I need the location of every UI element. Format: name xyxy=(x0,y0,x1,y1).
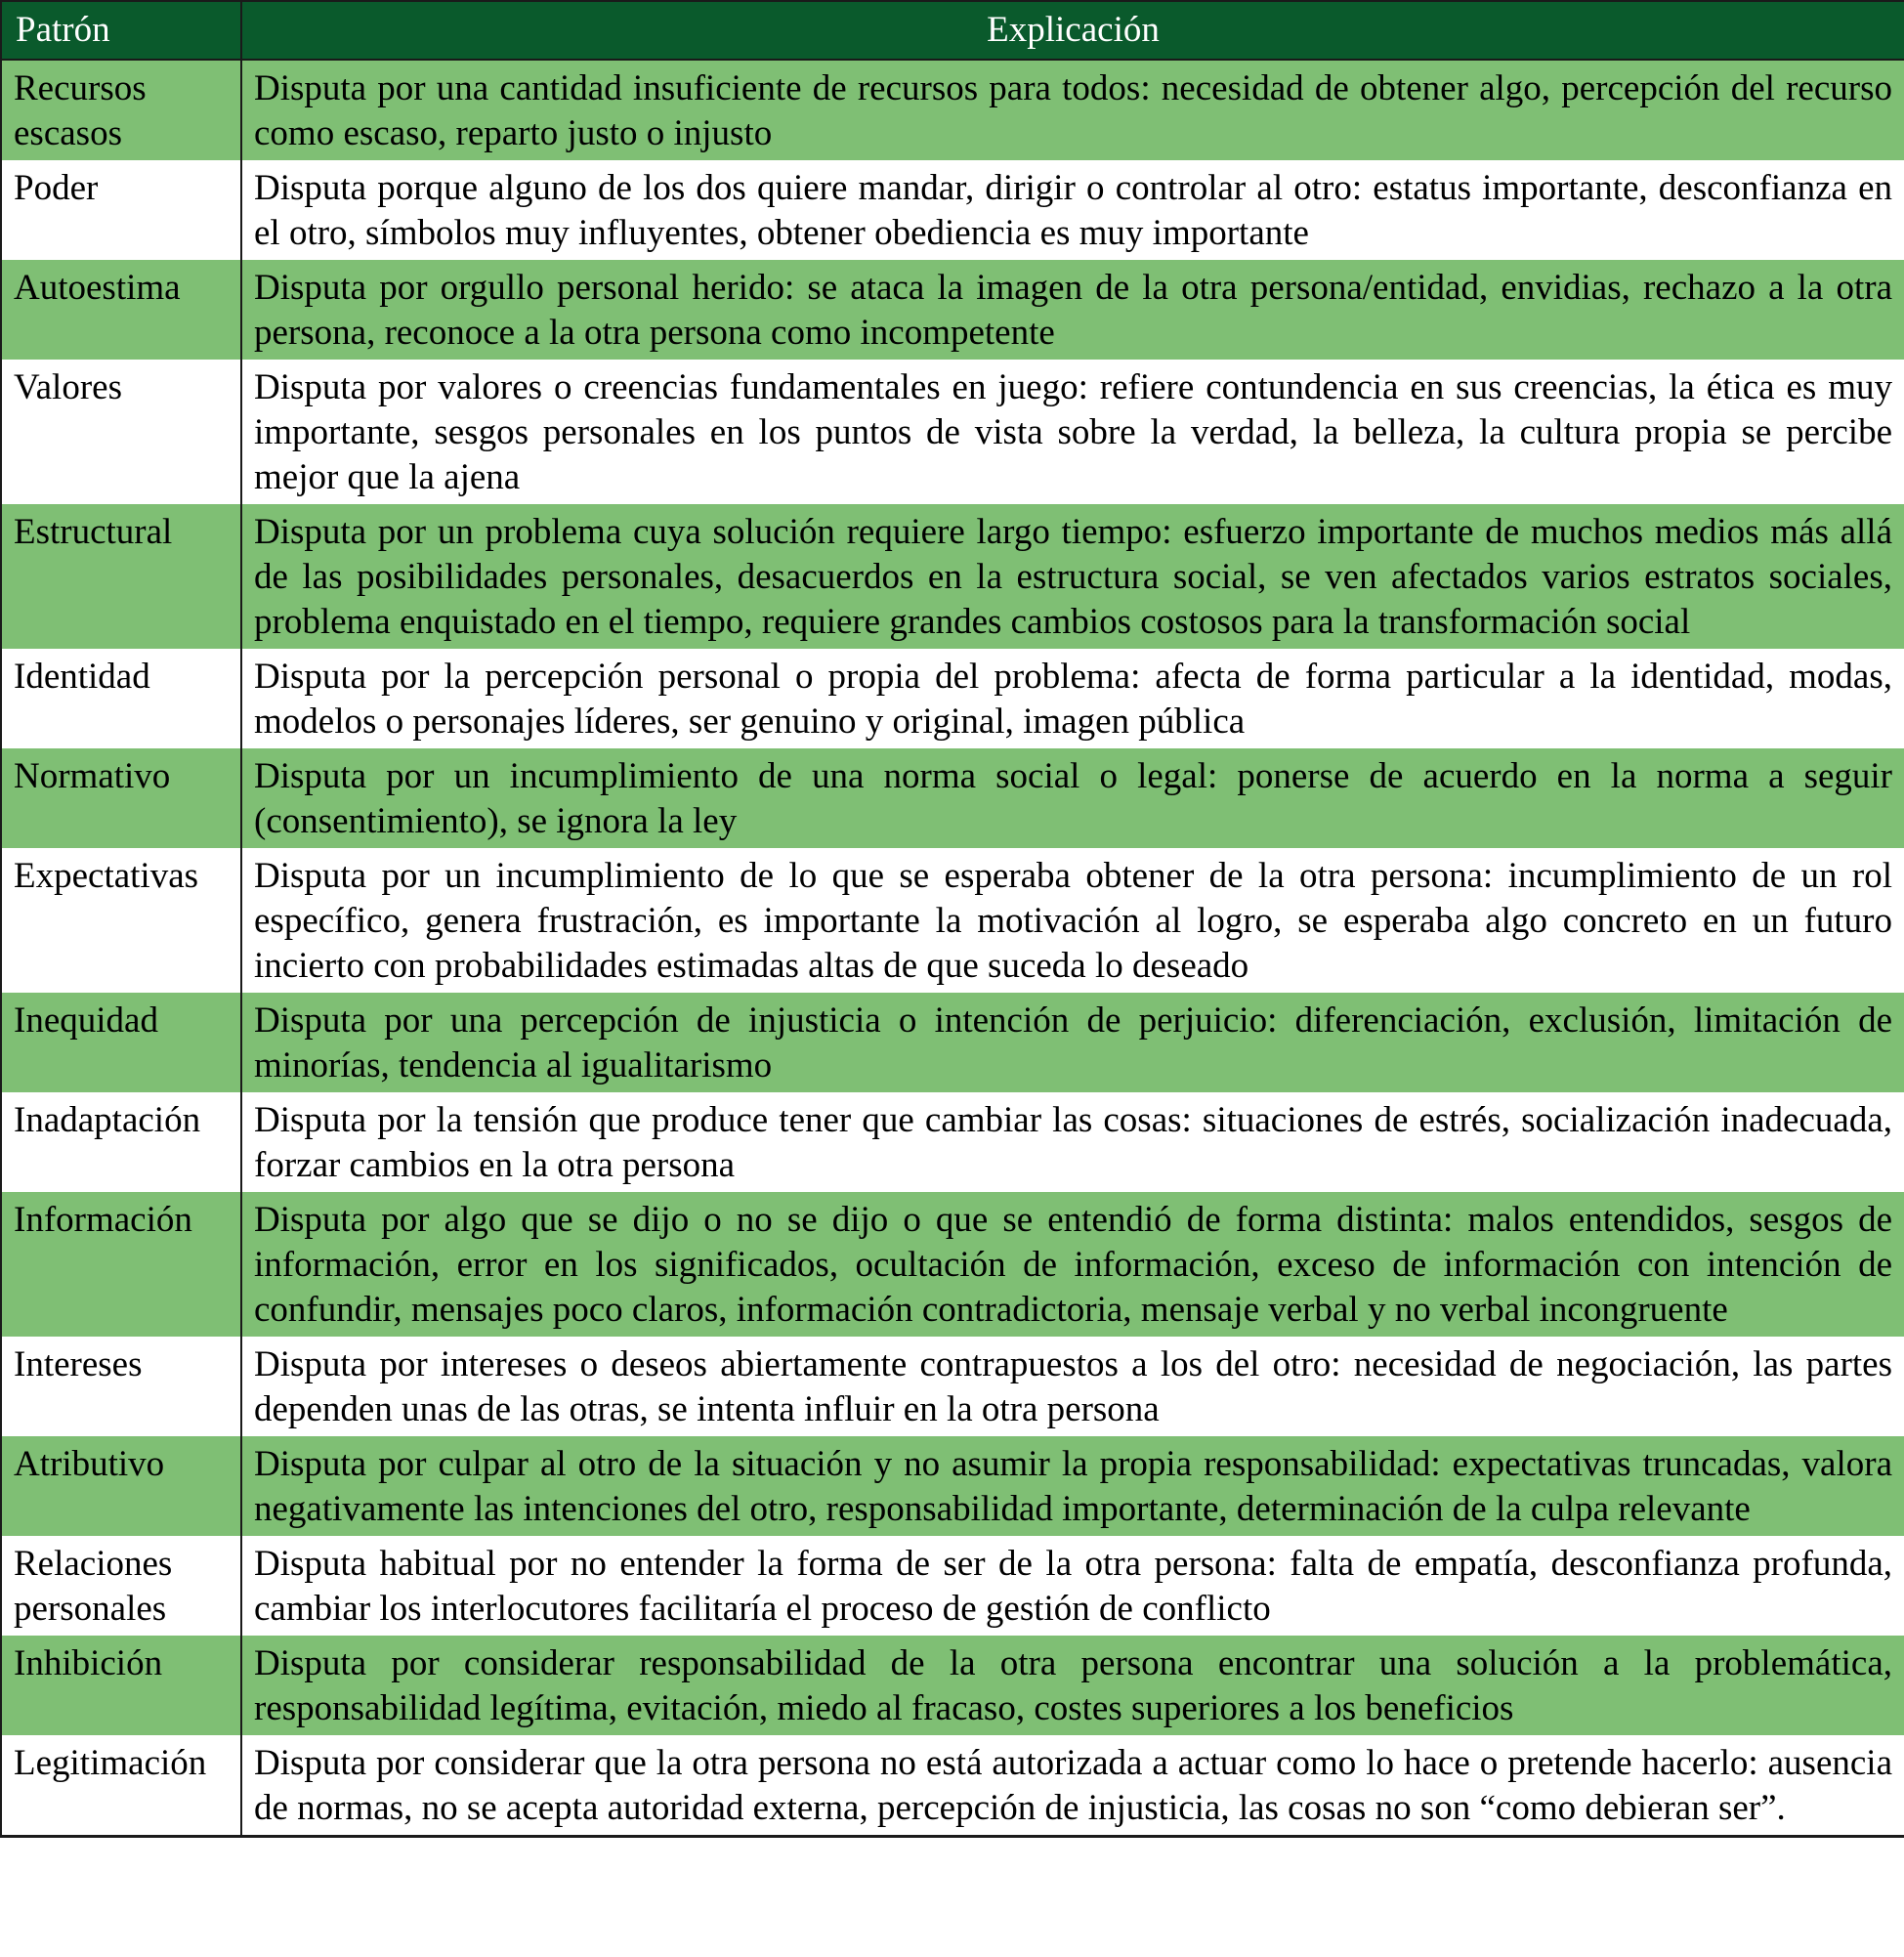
explanation-cell: Disputa por culpar al otro de la situación y no asumir la propia responsabilidad: expectativas truncadas, valora negativamente las intenciones del otro, responsabilidad importante, determinación de la culpa relevante xyxy=(241,1436,1904,1536)
explanation-cell: Disputa por intereses o deseos abiertamente contrapuestos a los del otro: necesidad de negociación, las partes dependen unas de las otras, se intenta influir en la otra persona xyxy=(241,1337,1904,1436)
explanation-cell: Disputa por la tensión que produce tener que cambiar las cosas: situaciones de estrés, socialización inadecuada, forzar cambios en la otra persona xyxy=(241,1092,1904,1192)
explanation-cell: Disputa por considerar responsabilidad de la otra persona encontrar una solución a la problemática, responsabilidad legítima, evitación, miedo al fracaso, costes superiores a los beneficios xyxy=(241,1636,1904,1735)
pattern-cell: Estructural xyxy=(1,504,241,649)
table-row xyxy=(1,260,1904,360)
table-row xyxy=(1,504,1904,649)
pattern-cell: Relaciones personales xyxy=(1,1536,241,1636)
explanation-cell: Disputa por valores o creencias fundamentales en juego: refiere contundencia en sus creencias, la ética es muy importante, sesgos personales en los puntos de vista sobre la verdad, la belleza, la cultura propia se percibe mejor que la ajena xyxy=(241,360,1904,504)
pattern-cell: Legitimación xyxy=(1,1735,241,1837)
table-row xyxy=(1,1192,1904,1337)
explanation-cell: Disputa por un problema cuya solución requiere largo tiempo: esfuerzo importante de muchos medios más allá de las posibilidades personales, desacuerdos en la estructura social, se ven afectados varios estratos sociales, problema enquistado en el tiempo, requiere grandes cambios costosos para la transformación social xyxy=(241,504,1904,649)
pattern-cell: Atributivo xyxy=(1,1436,241,1536)
explanation-cell: Disputa por considerar que la otra persona no está autorizada a actuar como lo hace o pretende hacerlo: ausencia de normas, no se acepta autoridad externa, percepción de injusticia, las cosas no son “como debieran ser”. xyxy=(241,1735,1904,1837)
explanation-cell: Disputa habitual por no entender la forma de ser de la otra persona: falta de empatía, desconfianza profunda, cambiar los interlocutores facilitaría el proceso de gestión de conflicto xyxy=(241,1536,1904,1636)
pattern-cell: Normativo xyxy=(1,748,241,848)
table-row xyxy=(1,993,1904,1092)
pattern-cell: Inadaptación xyxy=(1,1092,241,1192)
table-row xyxy=(1,649,1904,748)
pattern-cell: Valores xyxy=(1,360,241,504)
table-row xyxy=(1,1337,1904,1436)
header-row xyxy=(1,1,1904,60)
table-row xyxy=(1,748,1904,848)
table-row xyxy=(1,1536,1904,1636)
table-row xyxy=(1,60,1904,160)
pattern-cell: Información xyxy=(1,1192,241,1337)
pattern-cell: Intereses xyxy=(1,1337,241,1436)
explanation-cell: Disputa por un incumplimiento de lo que se esperaba obtener de la otra persona: incumplimiento de un rol específico, genera frustración, es importante la motivación al logro, se esperaba algo concreto en un futuro incierto con probabilidades estimadas altas de que suceda lo deseado xyxy=(241,848,1904,993)
explanation-cell: Disputa por la percepción personal o propia del problema: afecta de forma particular a la identidad, modas, modelos o personajes líderes, ser genuino y original, imagen pública xyxy=(241,649,1904,748)
explanation-cell: Disputa por una cantidad insuficiente de recursos para todos: necesidad de obtener algo, percepción del recurso como escaso, reparto justo o injusto xyxy=(241,60,1904,160)
explanation-cell: Disputa porque alguno de los dos quiere mandar, dirigir o controlar al otro: estatus importante, desconfianza en el otro, símbolos muy influyentes, obtener obediencia es muy importante xyxy=(241,160,1904,260)
pattern-cell: Identidad xyxy=(1,649,241,748)
pattern-cell: Inhibición xyxy=(1,1636,241,1735)
table-row xyxy=(1,1436,1904,1536)
table-header xyxy=(1,1,1904,60)
table-row xyxy=(1,360,1904,504)
table-row xyxy=(1,160,1904,260)
explanation-cell: Disputa por un incumplimiento de una norma social o legal: ponerse de acuerdo en la norma a seguir (consentimiento), se ignora la ley xyxy=(241,748,1904,848)
table-body xyxy=(1,60,1904,1837)
header-pattern: Patrón xyxy=(1,1,241,60)
table-row xyxy=(1,1735,1904,1837)
explanation-cell: Disputa por una percepción de injusticia o intención de perjuicio: diferenciación, exclusión, limitación de minorías, tendencia al igualitarismo xyxy=(241,993,1904,1092)
header-explanation: Explicación xyxy=(241,1,1904,60)
pattern-cell: Poder xyxy=(1,160,241,260)
pattern-cell: Inequidad xyxy=(1,993,241,1092)
explanation-cell: Disputa por orgullo personal herido: se ataca la imagen de la otra persona/entidad, envidias, rechazo a la otra persona, reconoce a la otra persona como incompetente xyxy=(241,260,1904,360)
pattern-cell: Expectativas xyxy=(1,848,241,993)
pattern-cell: Autoestima xyxy=(1,260,241,360)
pattern-cell: Recursos escasos xyxy=(1,60,241,160)
explanation-cell: Disputa por algo que se dijo o no se dijo o que se entendió de forma distinta: malos entendidos, sesgos de información, error en los significados, ocultación de información, exceso de información con intención de confundir, mensajes poco claros, información contradictoria, mensaje verbal y no verbal incongruente xyxy=(241,1192,1904,1337)
table-row xyxy=(1,1092,1904,1192)
table-row xyxy=(1,1636,1904,1735)
table-row xyxy=(1,848,1904,993)
